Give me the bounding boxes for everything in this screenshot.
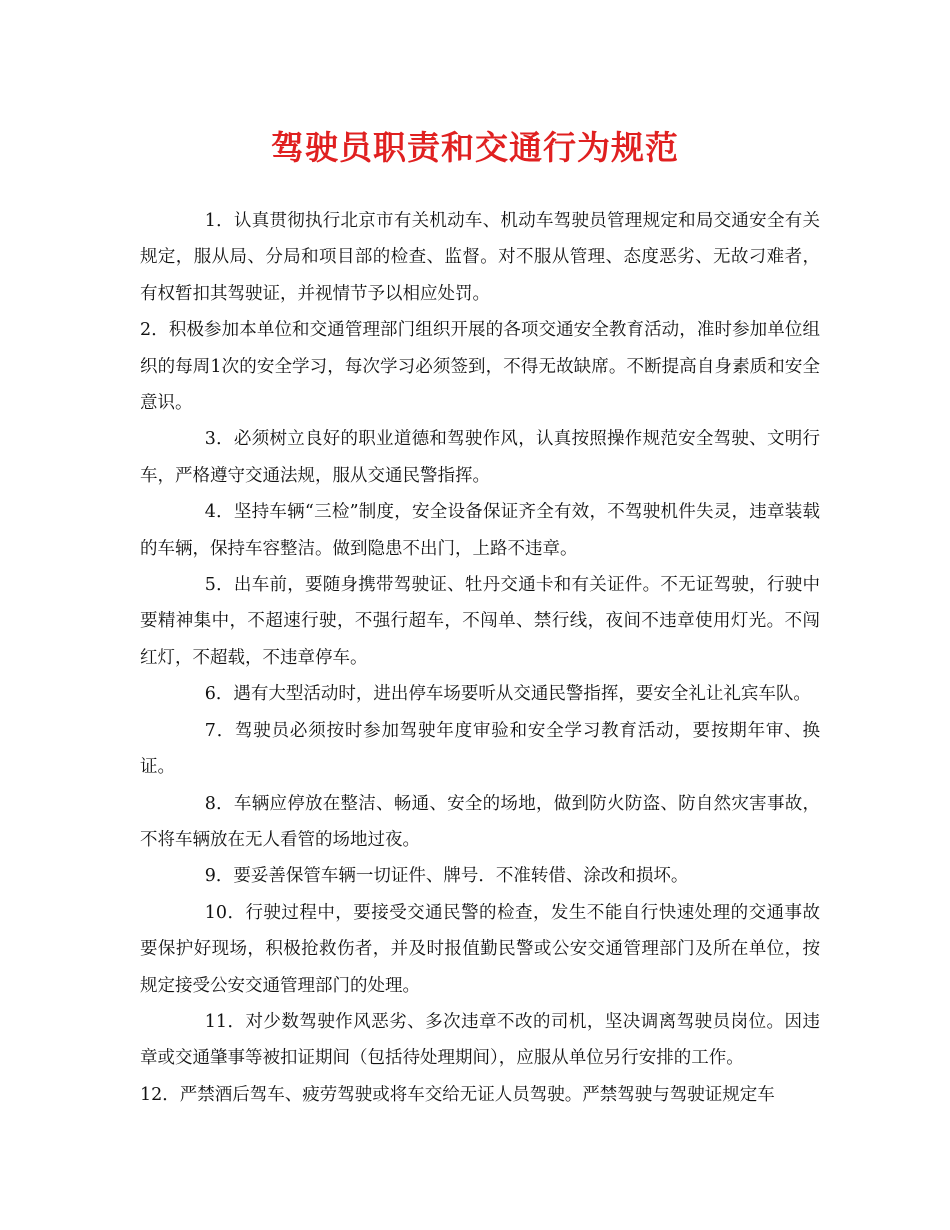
paragraph-4: 4．坚持车辆“三检”制度，安全设备保证齐全有效，不驾驶机件失灵，违章装载的车辆，保持车容整洁。做到隐患不出门，上路不违章。 [140, 502, 820, 559]
paragraph-11: 11．对少数驾驶作风恶劣、多次违章不改的司机，坚决调离驾驶员岗位。因违章或交通肇事等被扣证期间（包括待处理期间），应服从单位另行安排的工作。 [140, 1011, 820, 1069]
paragraph-5: 5．出车前，要随身携带驾驶证、牡丹交通卡和有关证件。不无证驾驶，行驶中要精神集中，不超速行驶，不强行超车，不闯单、禁行线，夜间不违章使用灯光。不闯红灯，不超载，不违章停车。 [140, 575, 820, 668]
document-title: 驾驶员职责和交通行为规范 [271, 128, 679, 167]
paragraph-1: 1．认真贯彻执行北京市有关机动车、机动车驾驶员管理规定和局交通安全有关规定，服从局、分局和项目部的检查、监督。对不服从管理、态度恶劣、无故刁难者，有权暂扣其驾驶证，并视情节予以相应处罚。 [140, 211, 820, 304]
document-body [140, 203, 820, 1113]
paragraph-7: 7．驾驶员必须按时参加驾驶年度审验和安全学习教育活动，要按期年审、换证。 [140, 720, 820, 778]
paragraph-2: 2．积极参加本单位和交通管理部门组织开展的各项交通安全教育活动，准时参加单位组织的每周1次的安全学习，每次学习必须签到，不得无故缺席。不断提高自身素质和安全意识。 [140, 320, 820, 414]
paragraph-3: 3．必须树立良好的职业道德和驾驶作风，认真按照操作规范安全驾驶、文明行车，严格遵守交通法规，服从交通民警指挥。 [140, 429, 820, 486]
paragraph-8: 8．车辆应停放在整洁、畅通、安全的场地，做到防火防盗、防自然灾害事故，不将车辆放在无人看管的场地过夜。 [140, 793, 820, 850]
paragraph-10: 10．行驶过程中，要接受交通民警的检查，发生不能自行快速处理的交通事故要保护好现场，积极抢救伤者，并及时报值勤民警或公安交通管理部门及所在单位，按规定接受公安交通管理部门的处理。 [140, 902, 820, 996]
paragraph-12: 12．严禁酒后驾车、疲劳驾驶或将车交给无证人员驾驶。严禁驾驶与驾驶证规定车 [140, 1084, 775, 1105]
paragraph-6: 6．遇有大型活动时，进出停车场要听从交通民警指挥，要安全礼让礼宾车队。 [204, 684, 811, 705]
paragraph-9: 9．要妥善保管车辆一切证件、牌号．不准转借、涂改和损坏。 [204, 866, 689, 887]
